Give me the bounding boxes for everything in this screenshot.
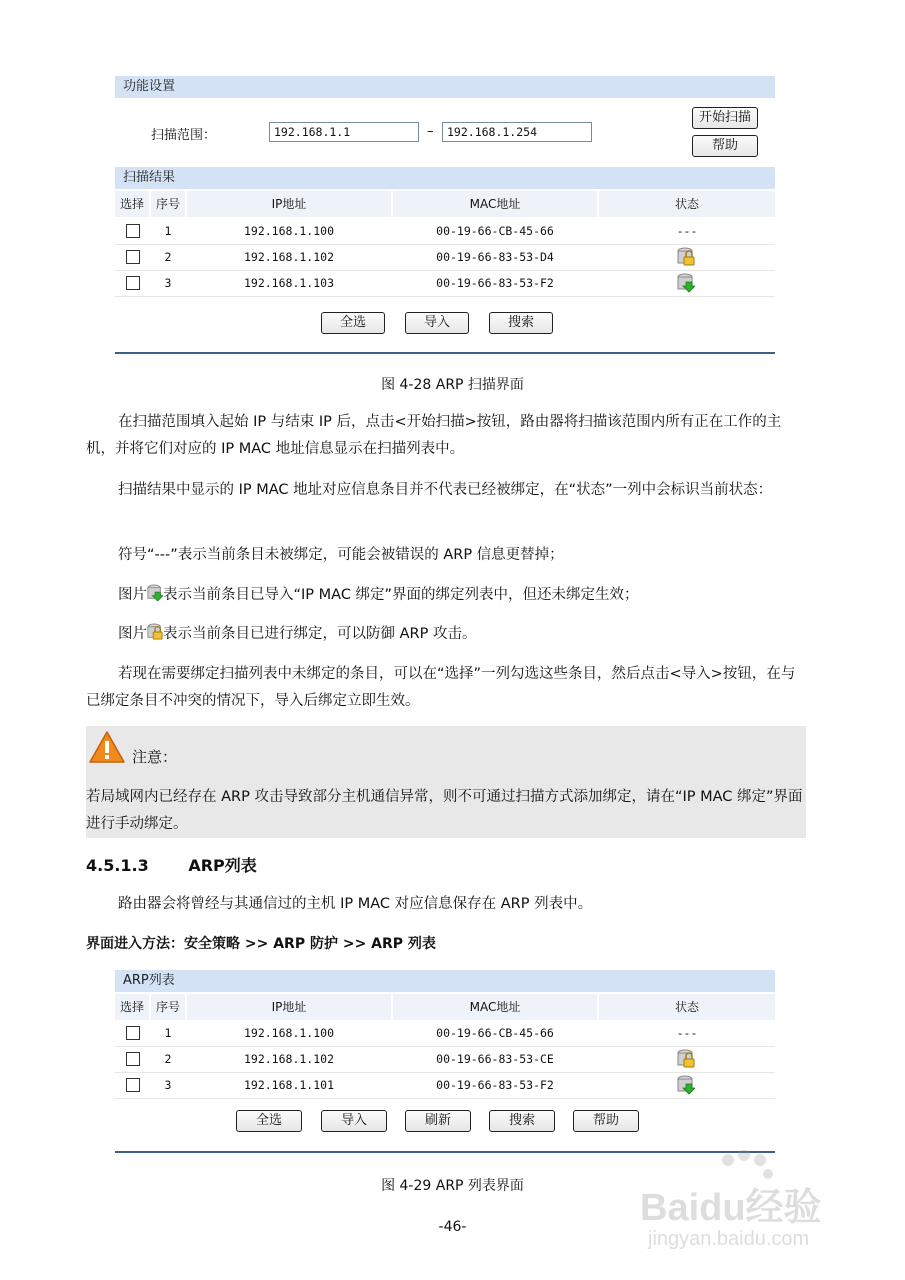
import-icon [677,273,695,293]
warning-icon [88,730,126,764]
help-button[interactable]: 帮助 [573,1110,639,1132]
row-index: 3 [164,276,172,290]
section-heading [86,853,257,876]
table-row [115,244,775,271]
note-title: 注意： [132,748,178,766]
row-checkbox[interactable] [126,1052,140,1066]
start-scan-button[interactable]: 开始扫描 [692,107,758,129]
row-mac: 00-19-66-CB-45-66 [436,1026,554,1040]
row-status: --- [676,1026,698,1040]
import-icon [677,1075,695,1095]
row-checkbox[interactable] [126,1078,140,1092]
col-status: 状态 [599,191,775,217]
start-ip-input[interactable]: 192.168.1.1 [269,122,419,142]
paragraph: 若现在需要绑定扫描列表中未绑定的条目，可以在“选择”一列勾选这些条目，然后点击<导入>按钮，在与已绑定条目不冲突的情况下，导入后绑定立即生效。 [86,666,796,709]
col-mac: MAC地址 [393,994,597,1020]
baidu-watermark [640,1150,870,1270]
row-checkbox[interactable] [126,276,140,290]
row-checkbox[interactable] [126,224,140,238]
paragraph: 路由器会将曾经与其通信过的主机 IP MAC 对应信息保存在 ARP 列表中。 [118,896,593,912]
arp-list-bar: ARP列表 [115,970,775,992]
row-index: 1 [164,224,172,238]
arp-table-header [115,994,775,1020]
navigation-path: 界面进入方法：安全策略 >> ARP 防护 >> ARP 列表 [86,936,436,952]
paragraph-text: 表示当前条目已进行绑定，可以防御 ARP 攻击。 [163,626,477,642]
lock-icon [677,1049,695,1069]
paragraph [118,582,838,609]
col-index: 序号 [151,191,185,217]
arp-scan-panel [115,76,775,356]
row-index: 2 [164,250,172,264]
scan-range-label: 扫描范围： [151,128,217,143]
lock-icon [147,623,163,641]
paragraph [118,621,838,648]
col-mac: MAC地址 [393,191,597,217]
paragraph: 在扫描范围填入起始 IP 与结束 IP 后，点击<开始扫描>按钮，路由器将扫描该范围内所有正在工作的主机，并将它们对应的 IP MAC 地址信息显示在扫描列表中。 [86,414,782,457]
note-box [86,726,806,838]
import-icon [147,584,163,602]
panel-bottom-rule [115,352,775,354]
col-status: 状态 [599,994,775,1020]
arp-list-panel [115,970,775,1154]
row-mac: 00-19-66-83-53-D4 [436,250,554,264]
watermark-brand: Baidu经验 [640,1187,822,1229]
select-all-button[interactable]: 全选 [321,312,385,334]
import-button[interactable]: 导入 [405,312,469,334]
col-select: 选择 [115,994,149,1020]
scan-results-bar: 扫描结果 [115,167,775,189]
paragraph: 扫描结果中显示的 IP MAC 地址对应信息条目并不代表已经被绑定，在“状态”一列中会标识当前状态： [118,482,773,498]
row-mac: 00-19-66-83-53-F2 [436,276,554,290]
row-ip: 192.168.1.102 [243,1052,334,1066]
end-ip-input[interactable]: 192.168.1.254 [442,122,592,142]
row-ip: 192.168.1.100 [243,1026,334,1040]
watermark-url: jingyan.baidu.com [648,1228,810,1250]
refresh-button[interactable]: 刷新 [405,1110,471,1132]
paragraph-text: 图片 [118,587,147,603]
table-row [115,270,775,297]
figure-caption: 图 4-28 ARP 扫描界面 [381,377,524,393]
search-button[interactable]: 搜索 [489,312,553,334]
paragraph-text: 表示当前条目已导入“IP MAC 绑定”界面的绑定列表中，但还未绑定生效； [163,587,639,603]
row-checkbox[interactable] [126,1026,140,1040]
heading-number: 4.5.1.3 [86,856,149,875]
col-ip: IP地址 [187,191,391,217]
lock-icon [677,247,695,267]
row-ip: 192.168.1.103 [243,276,334,290]
col-ip: IP地址 [187,994,391,1020]
row-index: 3 [164,1078,172,1092]
table-row [115,1046,775,1073]
select-all-button[interactable]: 全选 [236,1110,302,1132]
figure-caption: 图 4-29 ARP 列表界面 [381,1178,524,1194]
note-body: 若局域网内已经存在 ARP 攻击导致部分主机通信异常，则不可通过扫描方式添加绑定，请在“IP MAC 绑定”界面进行手动绑定。 [86,789,803,832]
search-button[interactable]: 搜索 [489,1110,555,1132]
row-mac: 00-19-66-CB-45-66 [436,224,554,238]
row-index: 2 [164,1052,172,1066]
col-index: 序号 [151,994,185,1020]
range-dash: – [427,124,434,139]
row-status: --- [676,224,698,238]
row-mac: 00-19-66-83-53-CE [436,1052,554,1066]
row-ip: 192.168.1.100 [243,224,334,238]
scan-table-header [115,191,775,217]
heading-title: ARP列表 [188,856,257,875]
table-row [115,218,775,245]
paragraph-text: 图片 [118,626,147,642]
row-ip: 192.168.1.102 [243,250,334,264]
row-ip: 192.168.1.101 [243,1078,334,1092]
page-number: -46- [438,1219,467,1235]
table-row [115,1072,775,1099]
row-checkbox[interactable] [126,250,140,264]
import-button[interactable]: 导入 [321,1110,387,1132]
col-select: 选择 [115,191,149,217]
paragraph: 符号“---”表示当前条目未被绑定，可能会被错误的 ARP 信息更替掉； [118,547,564,563]
row-mac: 00-19-66-83-53-F2 [436,1078,554,1092]
function-settings-bar: 功能设置 [115,76,775,98]
row-index: 1 [164,1026,172,1040]
table-row [115,1020,775,1047]
help-button[interactable]: 帮助 [692,135,758,157]
